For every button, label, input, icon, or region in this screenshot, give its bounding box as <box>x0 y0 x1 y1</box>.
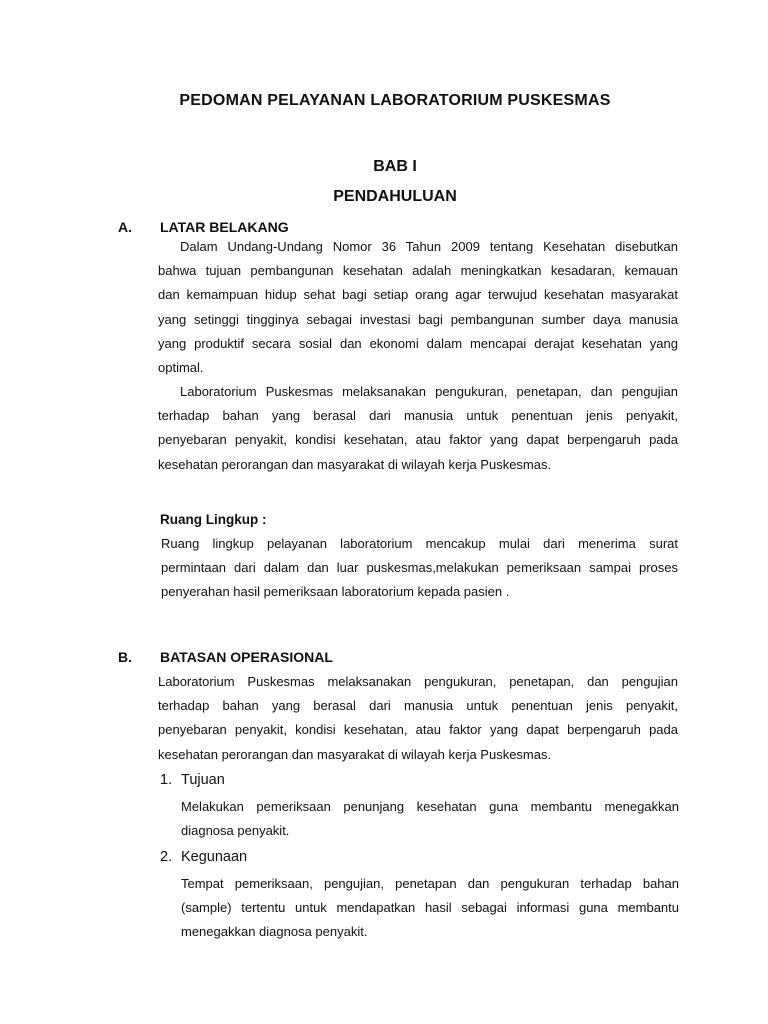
text-line: bahwa tujuan pembangunan kesehatan adalah meningkatkan kesadaran, kemauan <box>158 263 678 279</box>
scope-paragraph <box>161 532 678 605</box>
list-item-label: Kegunaan <box>181 849 248 865</box>
text-line: Ruang lingkup pelayanan laboratorium mencakup mulai dari menerima surat <box>161 536 678 551</box>
text-line: diagnosa penyakit. <box>181 823 290 839</box>
list-item-body <box>181 872 679 945</box>
scope-heading: Ruang Lingkup : <box>160 512 267 527</box>
text-line: penyebaran penyakit, kondisi kesehatan, atau faktor yang dapat berpengaruh pada <box>158 432 678 448</box>
text-line: terhadap bahan yang berasal dari manusia untuk penentuan jenis penyakit, <box>158 408 678 424</box>
text-line: yang produktif secara sosial dan ekonomi dalam mencapai derajat kesehatan yang <box>158 335 678 351</box>
text-line: permintaan dari dalam dan luar puskesmas,melakukan pemeriksaan sampai proses <box>161 560 678 576</box>
section-a-paragraph-1 <box>158 235 678 380</box>
text-line: menegakkan diagnosa penyakit. <box>181 924 368 940</box>
chapter-number: BAB I <box>373 158 417 175</box>
section-b-heading: BATASAN OPERASIONAL <box>160 649 333 665</box>
list-item-label: Tujuan <box>181 772 225 788</box>
text-line: terhadap bahan yang berasal dari manusia untuk penentuan jenis penyakit, <box>158 698 678 714</box>
list-item-body <box>181 795 679 843</box>
text-line: optimal. <box>158 360 204 376</box>
text-line: penyerahan hasil pemeriksaan laboratorium kepada pasien . <box>161 584 510 600</box>
chapter-name: PENDAHULUAN <box>333 188 457 205</box>
list-item-number: 1. <box>160 772 173 788</box>
section-b-paragraph <box>158 670 678 767</box>
section-a-letter: A. <box>118 219 132 235</box>
document-title: PEDOMAN PELAYANAN LABORATORIUM PUSKESMAS <box>179 92 611 109</box>
section-a-heading: LATAR BELAKANG <box>160 219 289 235</box>
text-line: kesehatan perorangan dan masyarakat di wilayah kerja Puskesmas. <box>158 456 552 472</box>
text-line: kesehatan perorangan dan masyarakat di wilayah kerja Puskesmas. <box>158 746 552 762</box>
text-line: (sample) tertentu untuk mendapatkan hasil sebagai informasi guna membantu <box>181 900 679 916</box>
section-b-letter: B. <box>118 649 132 665</box>
text-line: Laboratorium Puskesmas melaksanakan pengukuran, penetapan, dan pengujian <box>158 674 678 689</box>
text-line: yang setinggi tingginya sebagai investasi bagi pembangunan sumber daya manusia <box>158 311 678 327</box>
section-a-paragraph-2 <box>158 380 678 477</box>
text-line: Tempat pemeriksaan, pengujian, penetapan dan pengukuran terhadap bahan <box>181 876 679 891</box>
list-item-number: 2. <box>160 849 173 865</box>
text-line: Melakukan pemeriksaan penunjang kesehatan guna membantu menegakkan <box>181 799 679 814</box>
text-line: penyebaran penyakit, kondisi kesehatan, atau faktor yang dapat berpengaruh pada <box>158 722 678 738</box>
text-line: Laboratorium Puskesmas melaksanakan pengukuran, penetapan, dan pengujian <box>180 384 678 399</box>
text-line: dan kemampuan hidup sehat bagi setiap orang agar terwujud kesehatan masyarakat <box>158 287 678 303</box>
text-line: Dalam Undang-Undang Nomor 36 Tahun 2009 tentang Kesehatan disebutkan <box>180 239 678 254</box>
